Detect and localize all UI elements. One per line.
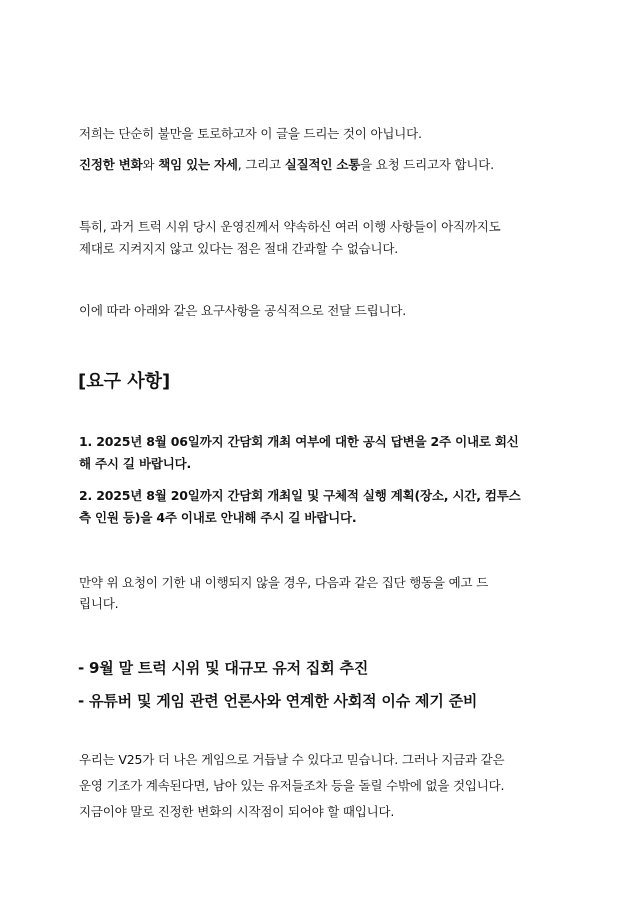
intro-line-2-text-3: 을 요청 드리고자 합니다. <box>360 157 494 172</box>
emphasis-real-communication: 실질적인 소통 <box>284 157 361 172</box>
requirement-2-line-2: 측 인원 등)을 4주 이내로 안내해 주시 길 바랍니다. <box>79 510 357 525</box>
intro-line-1: 저희는 단순히 불만을 토로하고자 이 글을 드리는 것이 아닙니다. <box>79 126 422 141</box>
para3-line-1: 이에 따라 아래와 같은 요구사항을 공식적으로 전달 드립니다. <box>79 303 407 318</box>
closing-line-3: 지금이야 말로 진정한 변화의 시작점이 되어야 할 때입니다. <box>79 804 395 819</box>
requirement-2-line-1: 2. 2025년 8월 20일까지 간담회 개최일 및 구체적 실행 계획(장소, 시간, 컴투스 <box>79 488 521 503</box>
intro-line-2-text-1: 와 <box>142 157 159 172</box>
requirement-1-line-1: 1. 2025년 8월 06일까지 간담회 개최 여부에 대한 공식 답변을 2주 이내로 회신 <box>79 434 519 449</box>
closing-line-2: 운영 기조가 계속된다면, 남아 있는 유저들조차 등을 돌릴 수밖에 없을 것입니다. <box>79 778 505 793</box>
action-item-2: - 유튜버 및 게임 관련 언론사와 연계한 사회적 이슈 제기 준비 <box>78 692 478 710</box>
warning-line-1: 만약 위 요청이 기한 내 이행되지 않을 경우, 다음과 같은 집단 행동을 예고 드 <box>79 575 489 590</box>
requirements-heading: [요구 사항] <box>78 371 171 392</box>
requirement-1-line-2: 해 주시 길 바랍니다. <box>79 456 192 471</box>
closing-line-1: 우리는 V25가 더 나은 게임으로 거듭날 수 있다고 믿습니다. 그러나 지금과 같은 <box>79 752 505 767</box>
action-item-1: - 9월 말 트럭 시위 및 대규모 유저 집회 추진 <box>78 659 369 677</box>
para2-line-1: 특히, 과거 트럭 시위 당시 운영진께서 약속하신 여러 이행 사항들이 아직까지도 <box>79 219 501 234</box>
intro-line-2 <box>79 157 494 173</box>
emphasis-responsible-attitude: 책임 있는 자세 <box>158 157 238 172</box>
intro-line-2-text-2: , 그리고 <box>237 157 285 172</box>
warning-line-2: 립니다. <box>79 596 119 611</box>
emphasis-genuine-change: 진정한 변화 <box>79 157 143 172</box>
para2-line-2: 제대로 지켜지지 않고 있다는 점은 절대 간과할 수 없습니다. <box>79 241 398 256</box>
